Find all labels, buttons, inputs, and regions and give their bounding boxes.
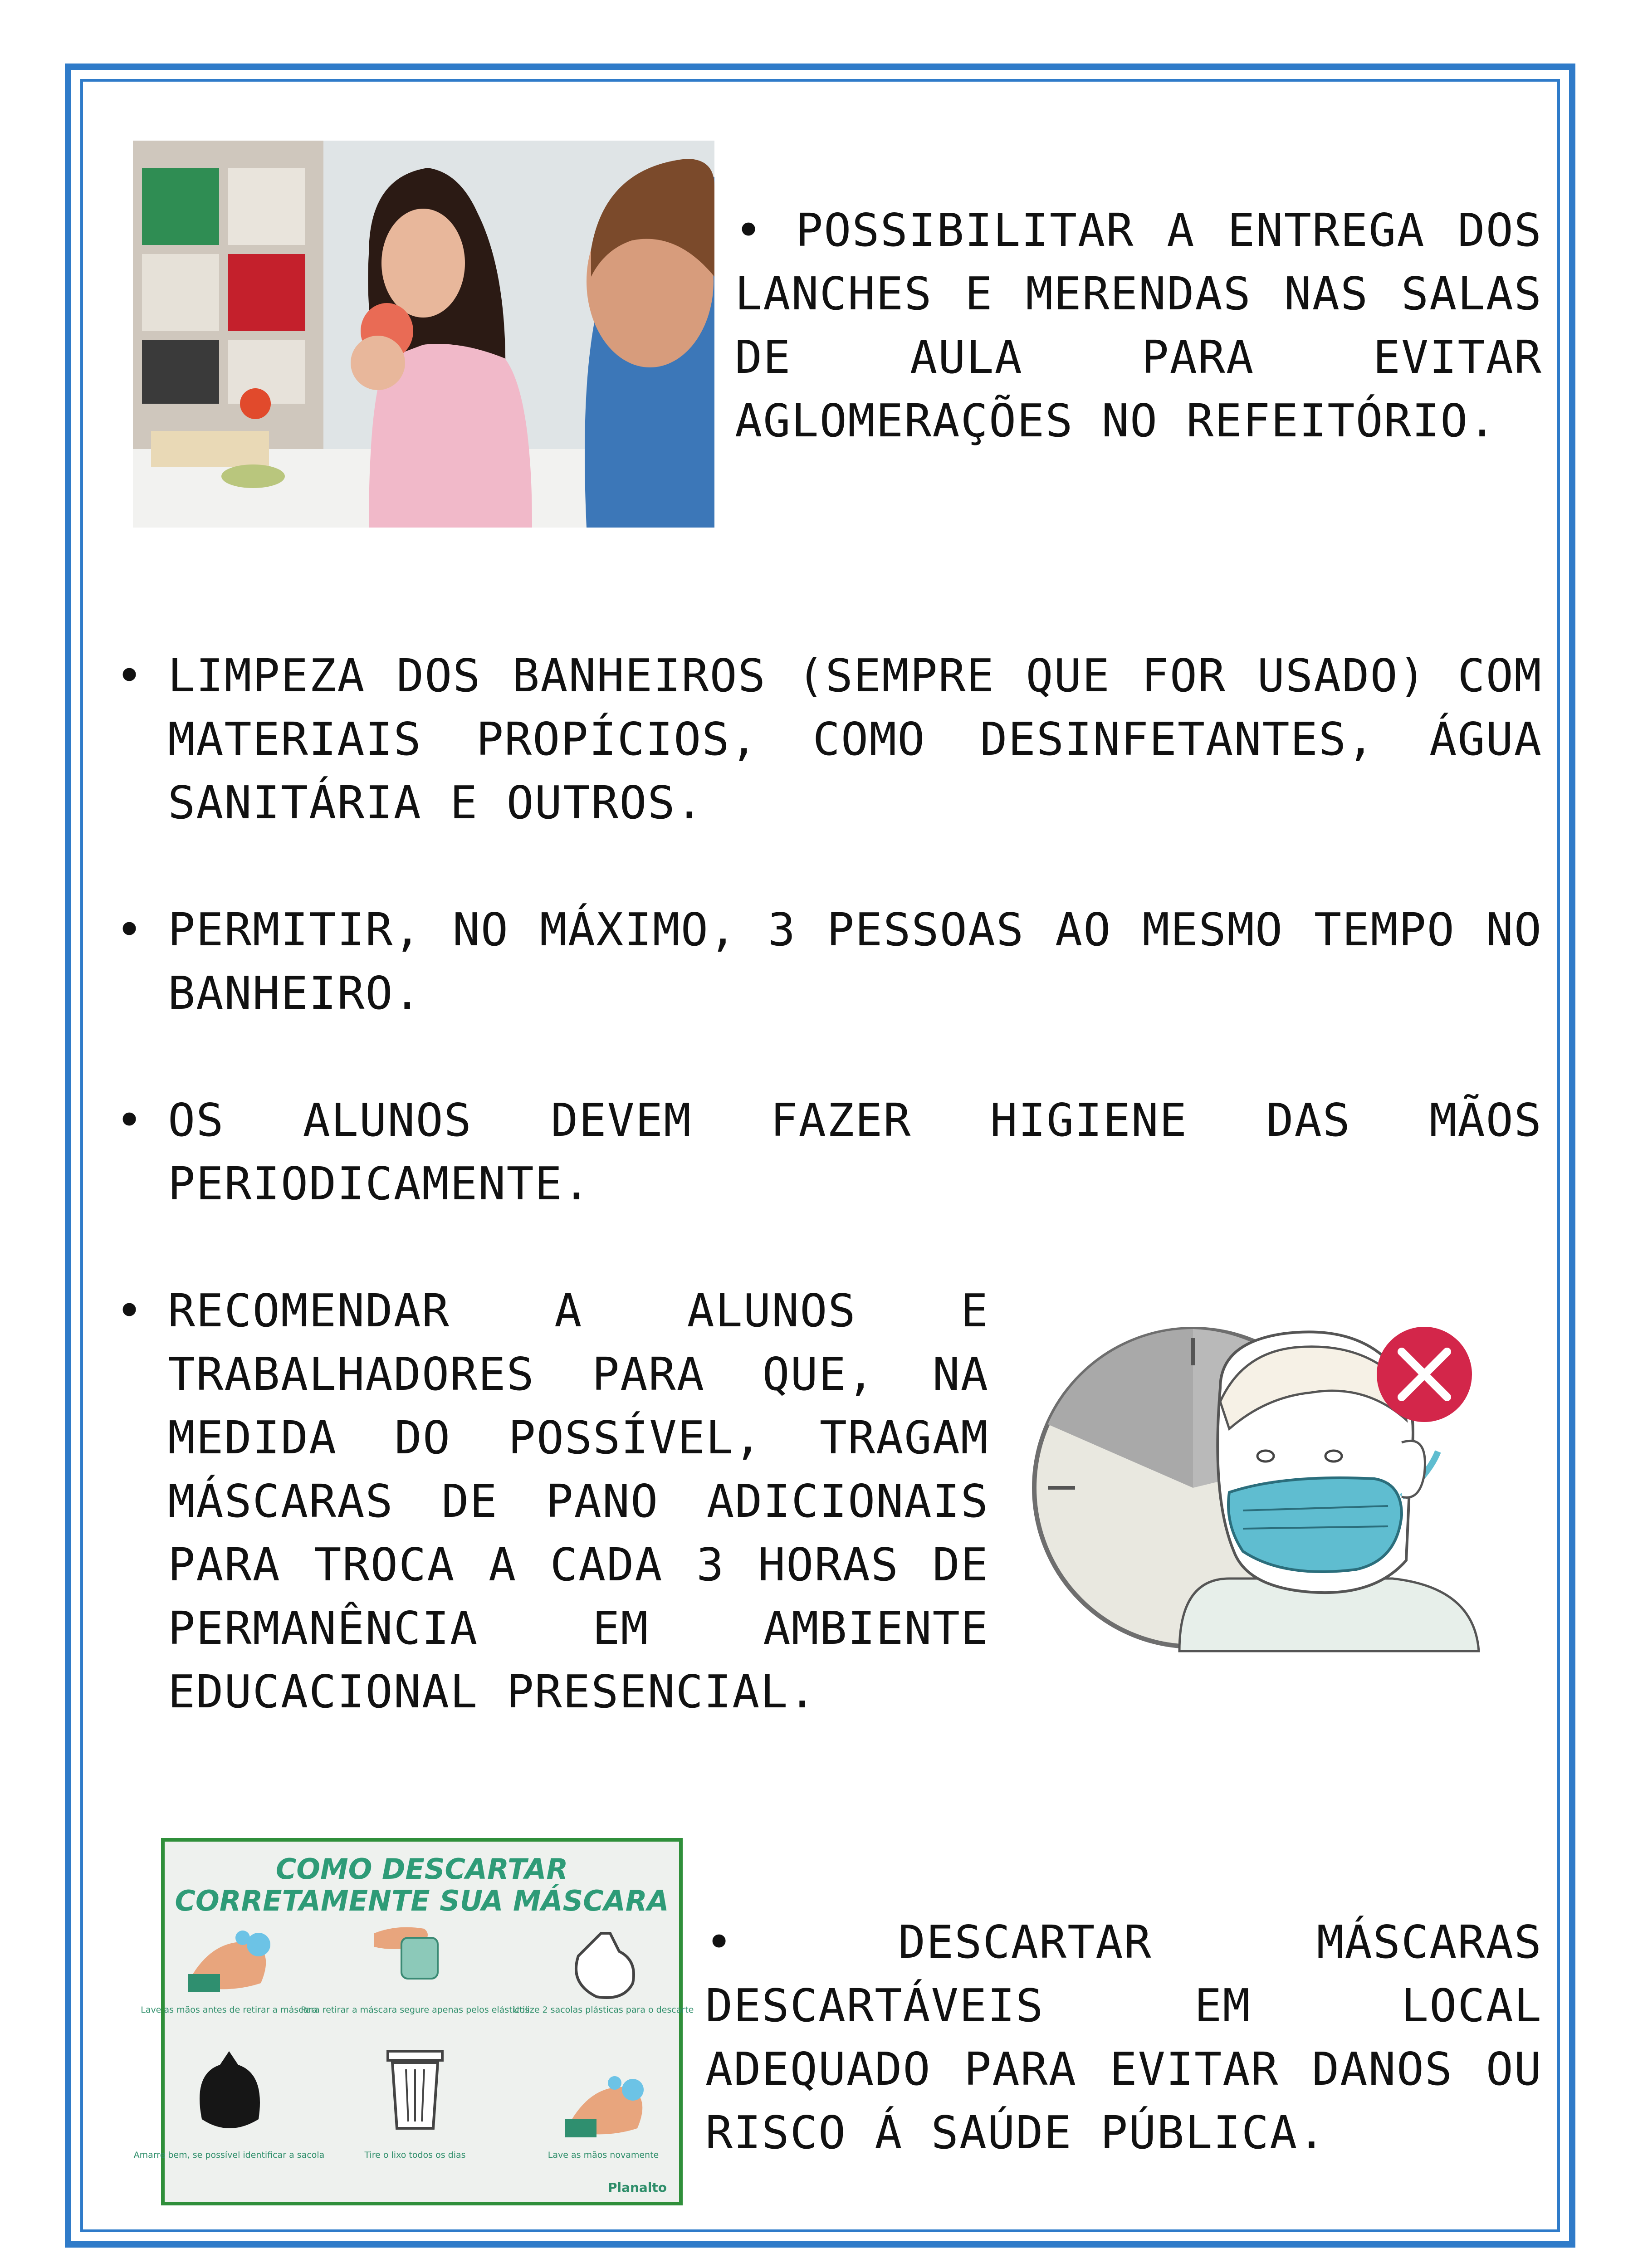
bullet-dot: •: [116, 1284, 143, 1337]
poster-caption: Lave as mãos antes de retirar a máscara: [141, 2005, 318, 2015]
poster-title-line2: CORRETAMENTE SUA MÁSCARA: [175, 1884, 669, 1917]
poster-caption: Tire o lixo todos os dias: [364, 2150, 466, 2160]
section-discard-text: • DESCARTAR MÁSCARAS DESCARTÁVEIS EM LOCAL ADEQUADO PARA EVITAR DANOS OU RISCO Á SAÚDE PÚBLICA.: [705, 1916, 1542, 2159]
poster-title-line1: COMO DESCARTAR: [275, 1853, 568, 1886]
bullet-dot: •: [116, 649, 143, 702]
bullet-bathroom-cleaning: LIMPEZA DOS BANHEIROS (SEMPRE QUE FOR USADO) COM MATERIAIS PROPÍCIOS, COMO DESINFETANTES, ÁGUA SANITÁRIA E OUTROS.: [168, 649, 1542, 829]
section-lunch-text: • POSSIBILITAR A ENTREGA DOS LANCHES E MERENDAS NAS SALAS DE AULA PARA EVITAR AGLOMERAÇÕES NO REFEITÓRIO.: [735, 204, 1542, 447]
poster-caption: Amarre bem, se possível identificar a sacola: [133, 2150, 325, 2160]
bullet-extra-masks: RECOMENDAR A ALUNOS E TRABALHADORES PARA QUE, NA MEDIDA DO POSSÍVEL, TRAGAM MÁSCARAS DE PANO ADICIONAIS PARA TROCA A CADA 3 HORAS DE PERMANÊNCIA EM AMBIENTE EDUCACIONAL PRESENCIAL.: [168, 1284, 989, 1718]
bullet-dot: •: [116, 903, 143, 956]
bullet-bathroom-capacity: PERMITIR, NO MÁXIMO, 3 PESSOAS AO MESMO TEMPO NO BANHEIRO.: [168, 903, 1542, 1020]
mask-clock-illustration: [1030, 1325, 1483, 1651]
trash-can-icon: [388, 2051, 442, 2128]
poster-caption: Utilize 2 sacolas plásticas para o descarte: [513, 2005, 694, 2015]
poster-caption: Lave as mãos novamente: [548, 2150, 659, 2160]
poster-caption: Para retirar a máscara segure apenas pelos elásticos: [301, 2005, 529, 2015]
bullet-dot: •: [116, 1094, 143, 1147]
bullet-hand-hygiene: OS ALUNOS DEVEM FAZER HIGIENE DAS MÃOS PERIODICAMENTE.: [168, 1094, 1542, 1210]
poster-brand: Planalto: [607, 2180, 667, 2195]
mask-disposal-poster: [133, 1838, 694, 2205]
school-lunch-photo: [133, 141, 714, 528]
